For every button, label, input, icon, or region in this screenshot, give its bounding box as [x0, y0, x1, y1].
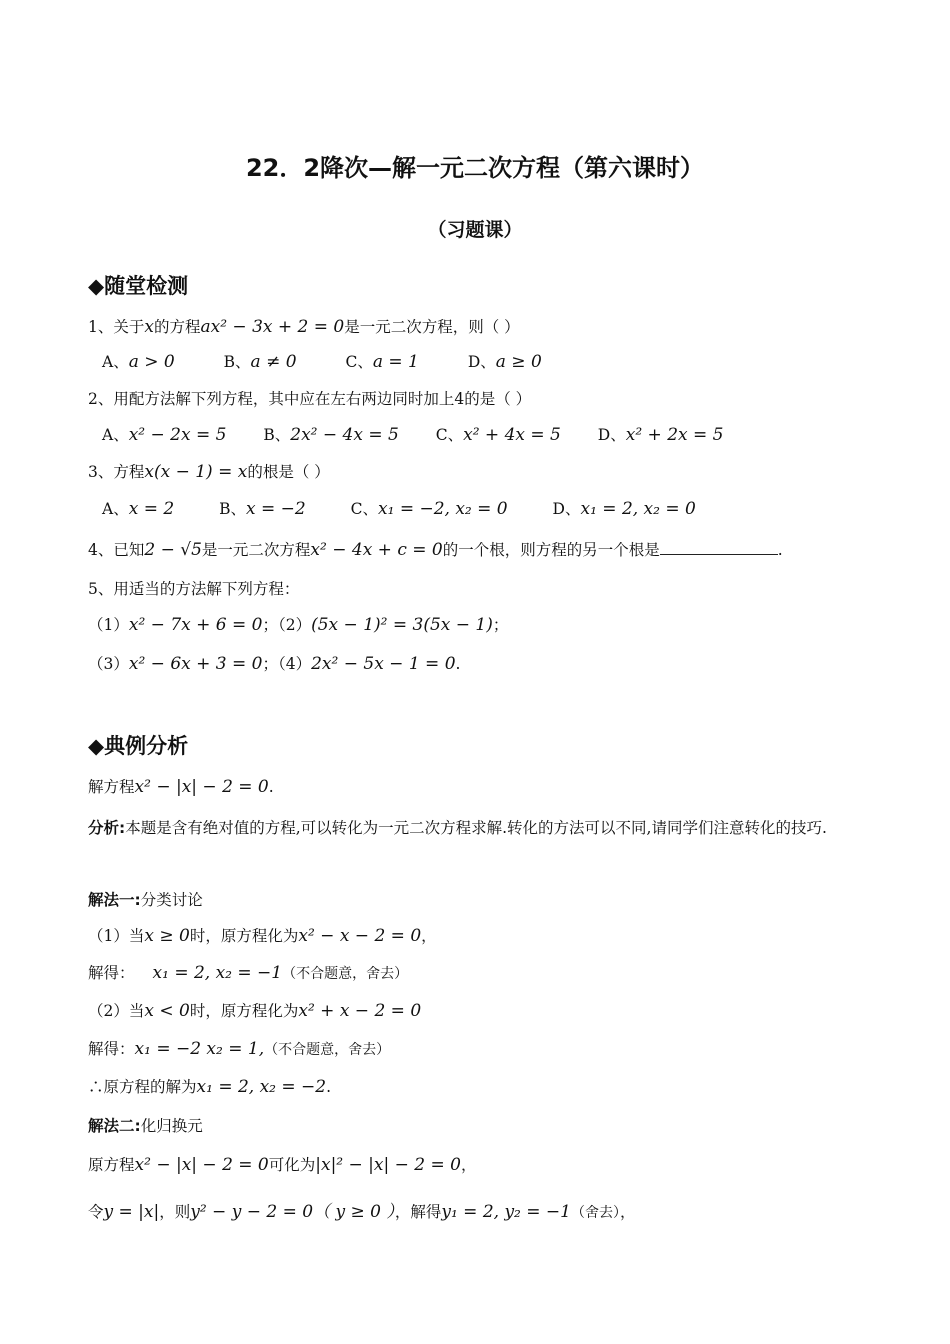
q5-sep-2: ；: [492, 616, 509, 634]
q1-option-b: a ≠ 0: [250, 352, 297, 372]
q2-option-b-label: B、: [263, 426, 291, 444]
m2-step2-condition: （ y ≥ 0 ）: [313, 1202, 395, 1222]
q5-sep-1: ；: [262, 616, 278, 634]
q1-stem-c: 是一元二次方程，则（ ）: [344, 318, 520, 336]
page-title: 22．2降次—解一元二次方程（第六课时）: [245, 154, 705, 182]
method-2-name: 化归换元: [140, 1117, 203, 1135]
q1-option-a: a > 0: [128, 352, 175, 372]
method-2-step-1: [88, 1155, 476, 1175]
conclusion-b: .: [326, 1078, 332, 1096]
q1-stem-b: 的方程: [153, 318, 201, 336]
q1-options: [102, 352, 542, 372]
q5-part-1: x² − 7x + 6 = 0: [128, 615, 263, 635]
question-1: [88, 317, 520, 337]
m2-step1-eq1: x² − |x| − 2 = 0: [134, 1155, 269, 1175]
case-1-b: 时，原方程化为: [189, 927, 299, 945]
q4-root: 2 − √5: [144, 540, 202, 560]
case-2: [88, 1001, 421, 1021]
m2-step2-note: （舍去）: [570, 1205, 620, 1221]
solution-1-values: x₁ = 2, x₂ = −1: [152, 963, 283, 983]
q2-option-b: 2x² − 4x = 5: [290, 425, 399, 445]
q3-option-d: x₁ = 2, x₂ = 0: [580, 499, 696, 519]
m2-step2-d: ，: [619, 1203, 636, 1221]
q1-option-c-label: C、: [345, 353, 373, 371]
case-2-equation: x² + x − 2 = 0: [298, 1001, 422, 1021]
q5-part-2-label: （2）: [277, 616, 312, 634]
q4-end: .: [777, 541, 783, 559]
q1-equation: ax² − 3x + 2 = 0: [200, 317, 345, 337]
q5-part-3: x² − 6x + 3 = 0: [128, 654, 263, 674]
q3-option-c: x₁ = −2, x₂ = 0: [378, 499, 508, 519]
q3-option-a-label: A、: [102, 500, 129, 518]
m2-step1-c: ，: [460, 1156, 477, 1174]
q4-answer-blank[interactable]: [660, 540, 778, 555]
example-equation: x² − |x| − 2 = 0: [134, 777, 269, 797]
q2-option-a-label: A、: [102, 426, 129, 444]
question-4: [88, 540, 783, 560]
method-1-heading: [88, 890, 203, 910]
q2-option-d-label: D、: [597, 426, 626, 444]
question-2: 2、用配方法解下列方程，其中应在左右两边同时加上4的是（ ）: [88, 390, 532, 408]
q4-stem-c: 的一个根，则方程的另一个根是: [442, 541, 660, 559]
q5-sep-3: ；: [262, 655, 278, 673]
case-1: [88, 926, 437, 946]
m2-step2-eq3: y₁ = 2, y₂ = −1: [441, 1202, 571, 1222]
case-2-solution: [88, 1039, 390, 1060]
question-5: 5、用适当的方法解下列方程：: [88, 580, 300, 598]
q3-option-c-label: C、: [350, 500, 379, 518]
q5-part-1-label: （1）: [88, 616, 129, 634]
m2-step2-b: ，则: [159, 1203, 191, 1221]
q3-option-d-label: D、: [552, 500, 581, 518]
q5-part-4: 2x² − 5x − 1 = 0: [311, 654, 456, 674]
case-1-condition: x ≥ 0: [144, 926, 190, 946]
page-subtitle: （习题课）: [427, 219, 523, 241]
method-1-name: 分类讨论: [140, 891, 203, 909]
q2-option-c: x² + 4x = 5: [463, 425, 561, 445]
q1-var: x: [144, 317, 154, 337]
conclusion: [88, 1077, 331, 1097]
case-2-a: （2）当: [88, 1002, 145, 1020]
q1-option-d: a ≥ 0: [495, 352, 542, 372]
solution-2-label: 解得：: [88, 1040, 135, 1058]
method-1-label: 解法一:: [88, 891, 141, 909]
q3-stem-a: 3、方程: [88, 463, 145, 481]
case-1-solution: [88, 963, 408, 984]
case-1-a: （1）当: [88, 927, 145, 945]
method-2-label: 解法二:: [88, 1117, 141, 1135]
q1-stem-a: 1、关于: [88, 318, 145, 336]
case-2-b: 时，原方程化为: [189, 1002, 299, 1020]
conclusion-values: x₁ = 2, x₂ = −2: [196, 1077, 327, 1097]
q5-row-1: [88, 615, 508, 635]
example-analysis: [88, 813, 868, 843]
q5-sep-4: .: [455, 655, 461, 673]
q4-stem-a: 4、已知: [88, 541, 145, 559]
solution-2-note: （不合题意，舍去）: [264, 1042, 391, 1058]
m2-step2-eq1: y = |x|: [103, 1202, 160, 1222]
analysis-text: 本题是含有绝对值的方程,可以转化为一元二次方程求解.转化的方法可以不同,请同学们注意转化的技巧.: [125, 819, 827, 837]
q3-option-a: x = 2: [128, 499, 175, 519]
q2-option-a: x² − 2x = 5: [128, 425, 227, 445]
section-heading-examples: ◆典例分析: [88, 734, 189, 758]
case-1-c: ，: [421, 927, 437, 945]
solution-2-values: x₁ = −2 x₂ = 1,: [134, 1039, 265, 1059]
example-stem-b: .: [268, 778, 274, 796]
solution-1-label: 解得：: [88, 964, 135, 982]
q2-options: [102, 425, 723, 445]
solution-1-note: （不合题意，舍去）: [282, 966, 409, 982]
q1-option-c: a = 1: [372, 352, 419, 372]
q3-options: [102, 499, 696, 519]
conclusion-a: ∴原方程的解为: [88, 1078, 197, 1096]
example-problem: [88, 777, 274, 797]
q3-option-b-label: B、: [219, 500, 246, 518]
q5-part-2: (5x − 1)² = 3(5x − 1): [311, 615, 493, 635]
m2-step1-b: 可化为: [268, 1156, 316, 1174]
q4-equation: x² − 4x + c = 0: [310, 540, 443, 560]
m2-step1-a: 原方程: [88, 1156, 135, 1174]
m2-step2-c: ，解得: [394, 1203, 442, 1221]
q5-part-3-label: （3）: [88, 655, 129, 673]
q1-option-d-label: D、: [467, 353, 496, 371]
question-3: [88, 462, 330, 482]
q1-option-b-label: B、: [223, 353, 251, 371]
analysis-label: 分析:: [88, 819, 126, 837]
q5-row-2: [88, 654, 460, 674]
case-1-equation: x² − x − 2 = 0: [298, 926, 422, 946]
example-stem-a: 解方程: [88, 778, 135, 796]
q2-option-d: x² + 2x = 5: [625, 425, 724, 445]
q4-stem-b: 是一元二次方程: [201, 541, 311, 559]
q2-option-c-label: C、: [435, 426, 464, 444]
q5-part-4-label: （4）: [277, 655, 312, 673]
section-heading-quiz: ◆随堂检测: [88, 274, 189, 298]
q3-option-b: x = −2: [246, 499, 306, 519]
m2-step2-a: 令: [88, 1203, 104, 1221]
case-2-condition: x < 0: [144, 1001, 190, 1021]
method-2-heading: [88, 1116, 203, 1136]
q3-equation: x(x − 1) = x: [144, 462, 248, 482]
q3-stem-b: 的根是（ ）: [247, 463, 330, 481]
m2-step1-eq2: |x|² − |x| − 2 = 0: [315, 1155, 461, 1175]
q1-option-a-label: A、: [102, 353, 129, 371]
m2-step2-eq2: y² − y − 2 = 0: [190, 1202, 314, 1222]
method-2-step-2: [88, 1202, 635, 1223]
